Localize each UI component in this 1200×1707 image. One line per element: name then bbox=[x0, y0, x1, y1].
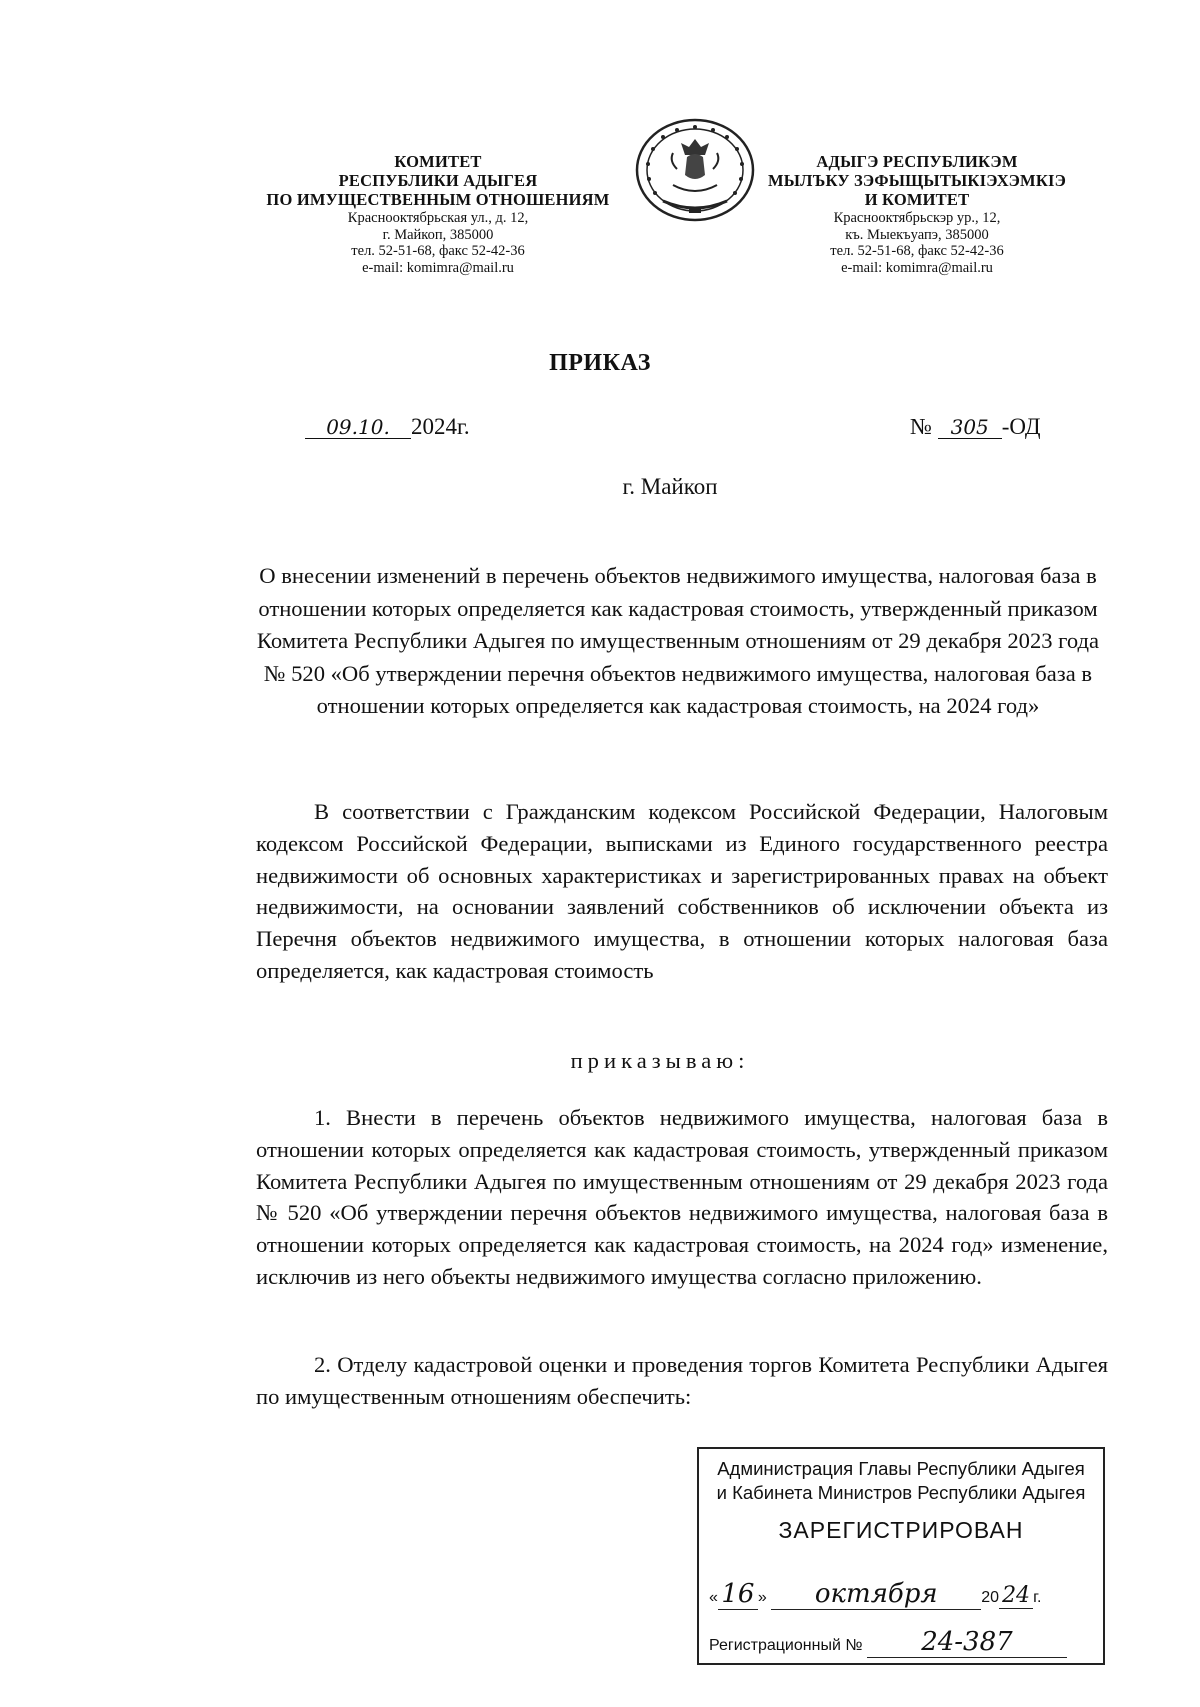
stamp-number-line bbox=[709, 1627, 1099, 1658]
header-left-email: e-mail: komimra@mail.ru bbox=[362, 259, 514, 276]
header-left-line3: ПО ИМУЩЕСТВЕННЫМ ОТНОШЕНИЯМ bbox=[266, 189, 610, 209]
registration-stamp bbox=[697, 1447, 1105, 1665]
order-word: приказываю: bbox=[570, 1048, 750, 1073]
stamp-day: 16 bbox=[718, 1579, 758, 1610]
header-right-phone: тел. 52-51-68, факс 52-42-36 bbox=[830, 243, 1004, 260]
order-date bbox=[305, 414, 470, 440]
order-date-year: 2024г. bbox=[411, 414, 470, 439]
header-right-line1: АДЫГЭ РЕСПУБЛИКЭМ bbox=[816, 152, 1018, 171]
document-title: ПРИКАЗ bbox=[549, 350, 651, 376]
stamp-year-prefix: 20 bbox=[981, 1589, 1000, 1606]
city: г. Майкоп bbox=[622, 474, 718, 499]
header-right-line3: И КОМИТЕТ bbox=[864, 189, 970, 209]
preamble-paragraph: В соответствии с Гражданским кодексом Российской Федерации, Налоговым кодексом Российской Федерации, выписками из Единого государственного реестра недвижимости об основных характеристиках и зарегистрированных правах на объект недвижимости, на основании заявлений собственников об исключении объекта из Перечня объектов недвижимого имущества, в отношении которых налоговая база определяется, как кадастровая стоимость bbox=[256, 799, 1108, 983]
stamp-close-quote: » bbox=[757, 1589, 767, 1606]
header-left-line1: КОМИТЕТ bbox=[394, 152, 482, 171]
order-number bbox=[910, 414, 1041, 440]
stamp-registered: ЗАРЕГИСТРИРОВАН bbox=[778, 1517, 1024, 1543]
header-right-line2: МЫЛЪКУ ЗЭФЫЩЫТЫКIЭХЭМКIЭ bbox=[767, 170, 1067, 190]
order-subject: О внесении изменений в перечень объектов недвижимого имущества, налоговая база в отношении которых определяется как кадастровая стоимость, утвержденный приказом Комитета Республики Адыгея по имущественным отношениям от 29 декабря 2023 года № 520 «Об утверждении перечня объектов недвижимого имущества, налоговая база в отношении которых определяется как кадастровая стоимость, на 2024 год» bbox=[256, 563, 1100, 718]
header-right bbox=[752, 153, 1082, 277]
header-left-address1: Краснооктябрьская ул., д. 12, bbox=[347, 209, 529, 226]
header-left-address2: г. Майкоп, 385000 bbox=[382, 226, 494, 243]
stamp-year-letter: г. bbox=[1033, 1589, 1042, 1606]
stamp-open-quote: « bbox=[709, 1589, 718, 1606]
stamp-reg-label: Регистрационный № bbox=[709, 1637, 863, 1654]
stamp-reg-number: 24-387 bbox=[867, 1627, 1067, 1658]
order-number-suffix: -ОД bbox=[1001, 414, 1041, 439]
stamp-month: октября bbox=[771, 1579, 981, 1610]
order-number-prefix: № bbox=[910, 414, 932, 439]
stamp-org bbox=[699, 1457, 1103, 1505]
stamp-year-suffix: 24 bbox=[999, 1583, 1033, 1609]
stamp-org-line2: и Кабинета Министров Республики Адыгея bbox=[716, 1482, 1086, 1503]
coat-of-arms-icon bbox=[633, 117, 757, 223]
stamp-org-line1: Администрация Главы Республики Адыгея bbox=[717, 1458, 1085, 1479]
order-date-handwritten: 09.10. bbox=[305, 416, 411, 439]
header-right-address2: къ. Мыекъуапэ, 385000 bbox=[845, 226, 989, 243]
header-left-phone: тел. 52-51-68, факс 52-42-36 bbox=[351, 243, 525, 260]
header-right-email: e-mail: komimra@mail.ru bbox=[841, 259, 993, 276]
item-2-paragraph: 2. Отделу кадастровой оценки и проведения торгов Комитета Республики Адыгея по имущественным отношениям обеспечить: bbox=[256, 1352, 1108, 1409]
stamp-date-line bbox=[709, 1579, 1099, 1610]
header-left bbox=[248, 153, 628, 277]
item-1-paragraph: 1. Внести в перечень объектов недвижимого имущества, налоговая база в отношении которых определяется как кадастровая стоимость, утвержденный приказом Комитета Республики Адыгея по имущественным отношениям от 29 декабря 2023 года № 520 «Об утверждении перечня объектов недвижимого имущества, налоговая база в отношении которых определяется как кадастровая стоимость, на 2024 год» изменение, исключив из него объекты недвижимого имущества согласно приложению. bbox=[256, 1105, 1108, 1289]
header-right-address1: Краснооктябрьскэр ур., 12, bbox=[833, 209, 1001, 226]
header-left-line2: РЕСПУБЛИКИ АДЫГЕЯ bbox=[338, 170, 538, 190]
order-number-handwritten: 305 bbox=[938, 416, 1002, 439]
